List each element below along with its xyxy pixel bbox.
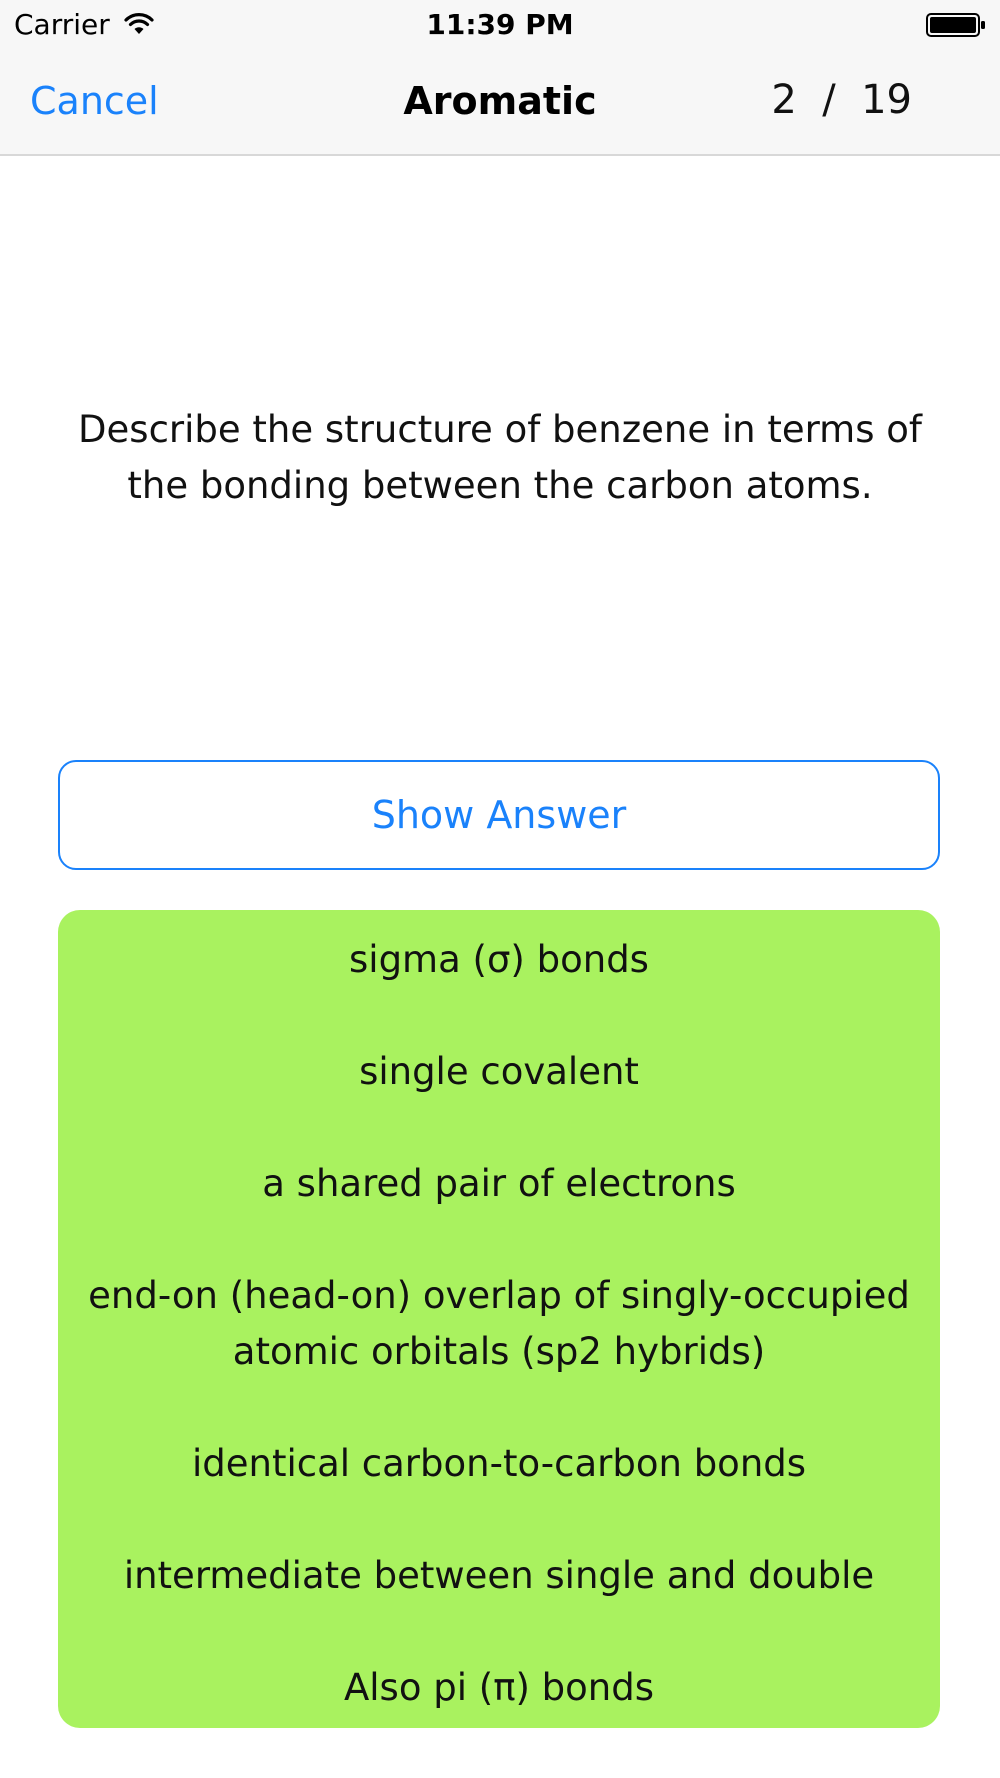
show-answer-button[interactable]: Show Answer [58,760,940,870]
answer-item: Also pi (π) bonds [343,1666,655,1709]
answer-item: end-on (head-on) overlap of singly-occupied atomic orbitals (sp2 hybrids) [88,1274,910,1373]
status-bar [0,0,1000,50]
status-time: 11:39 PM [426,8,574,41]
top-bar [0,0,1000,156]
answer-item: single covalent [359,1050,639,1093]
answer-item: intermediate between single and double [123,1554,875,1597]
card-counter: 2 / 19 [771,77,912,123]
answer-item: identical carbon-to-carbon bonds [191,1442,807,1485]
cancel-button[interactable]: Cancel [30,79,159,123]
navigation-bar [0,50,1000,154]
answer-item: sigma (σ) bonds [349,938,649,981]
question-text: Describe the structure of benzene in terms of the bonding between the carbon atoms. [78,408,922,507]
answer-item: a shared pair of electrons [262,1162,736,1205]
battery-full-icon [926,12,986,38]
page-title: Aromatic [403,79,597,123]
answer-card [58,910,940,1728]
carrier-label: Carrier [14,8,110,41]
